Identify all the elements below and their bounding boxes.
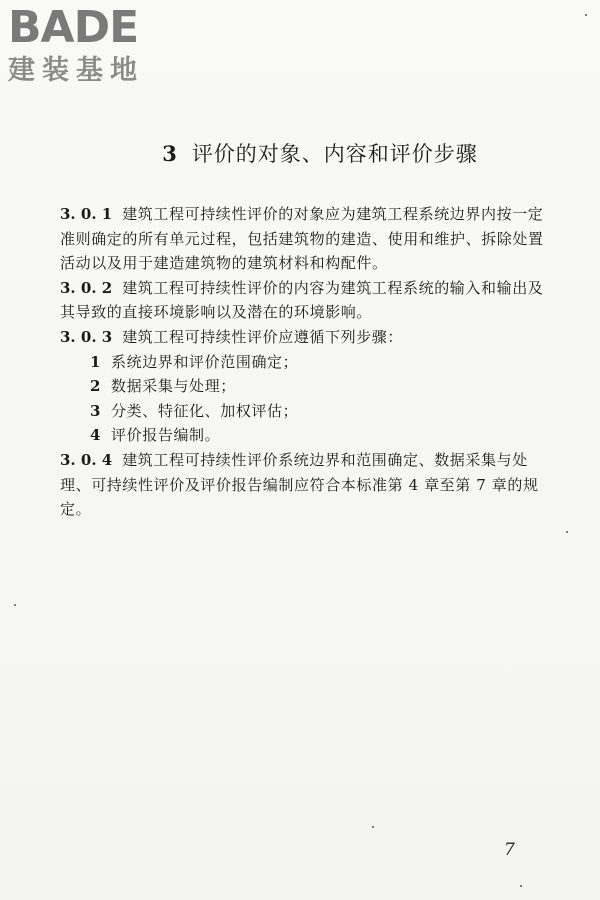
step-number: 3	[90, 401, 102, 420]
clause-number: 3. 0. 2	[60, 278, 113, 297]
clause-3-0-3	[60, 325, 550, 350]
step-item-3	[60, 399, 550, 424]
clause-text: 建筑工程可持续性评价应遵循下列步骤：	[122, 327, 404, 346]
step-text: 数据采集与处理；	[111, 377, 236, 396]
page-number: 7	[504, 840, 515, 860]
clause-number: 3. 0. 4	[60, 450, 113, 469]
step-text: 系统边界和评价范围确定；	[111, 352, 299, 371]
step-number: 2	[90, 377, 102, 396]
clause-text: 建筑工程可持续性评价的对象应为建筑工程系统边界内按一定准则确定的所有单元过程，包括建筑物的建造、使用和维护、拆除处置活动以及用于建造建筑物的建筑材料和构配件。	[60, 205, 544, 273]
scan-speck	[566, 531, 568, 533]
clause-3-0-4	[60, 448, 550, 522]
chapter-title-text: 评价的对象、内容和评价步骤	[191, 142, 478, 166]
step-item-2	[60, 374, 550, 399]
clause-3-0-1	[60, 202, 550, 276]
scan-speck	[585, 14, 587, 16]
clause-text: 建筑工程可持续性评价的内容为建筑工程系统的输入和输出及其导致的直接环境影响以及潜在的环境影响。	[60, 278, 544, 322]
chapter-body	[60, 202, 550, 522]
chapter-number: 3	[162, 141, 178, 166]
logo-wordmark: BADE	[8, 2, 139, 53]
step-text: 分类、特征化、加权评估；	[111, 401, 299, 420]
step-item-4	[60, 423, 550, 448]
chapter-title	[0, 140, 600, 168]
step-text: 评价报告编制。	[111, 426, 221, 445]
clause-3-0-2	[60, 276, 550, 325]
scan-speck	[14, 604, 16, 606]
step-number: 4	[90, 426, 102, 445]
step-item-1	[60, 350, 550, 375]
scan-speck	[520, 885, 522, 887]
clause-text: 建筑工程可持续性评价系统边界和范围确定、数据采集与处理、可持续性评价及评价报告编制应符合本标准第 4 章至第 7 章的规定。	[60, 450, 539, 519]
clause-number: 3. 0. 1	[60, 205, 113, 223]
bade-logo	[8, 2, 178, 86]
step-number: 1	[90, 352, 102, 371]
logo-chinese-text: 建装基地	[8, 55, 144, 86]
clause-number: 3. 0. 3	[60, 327, 113, 346]
scan-speck	[372, 826, 374, 828]
